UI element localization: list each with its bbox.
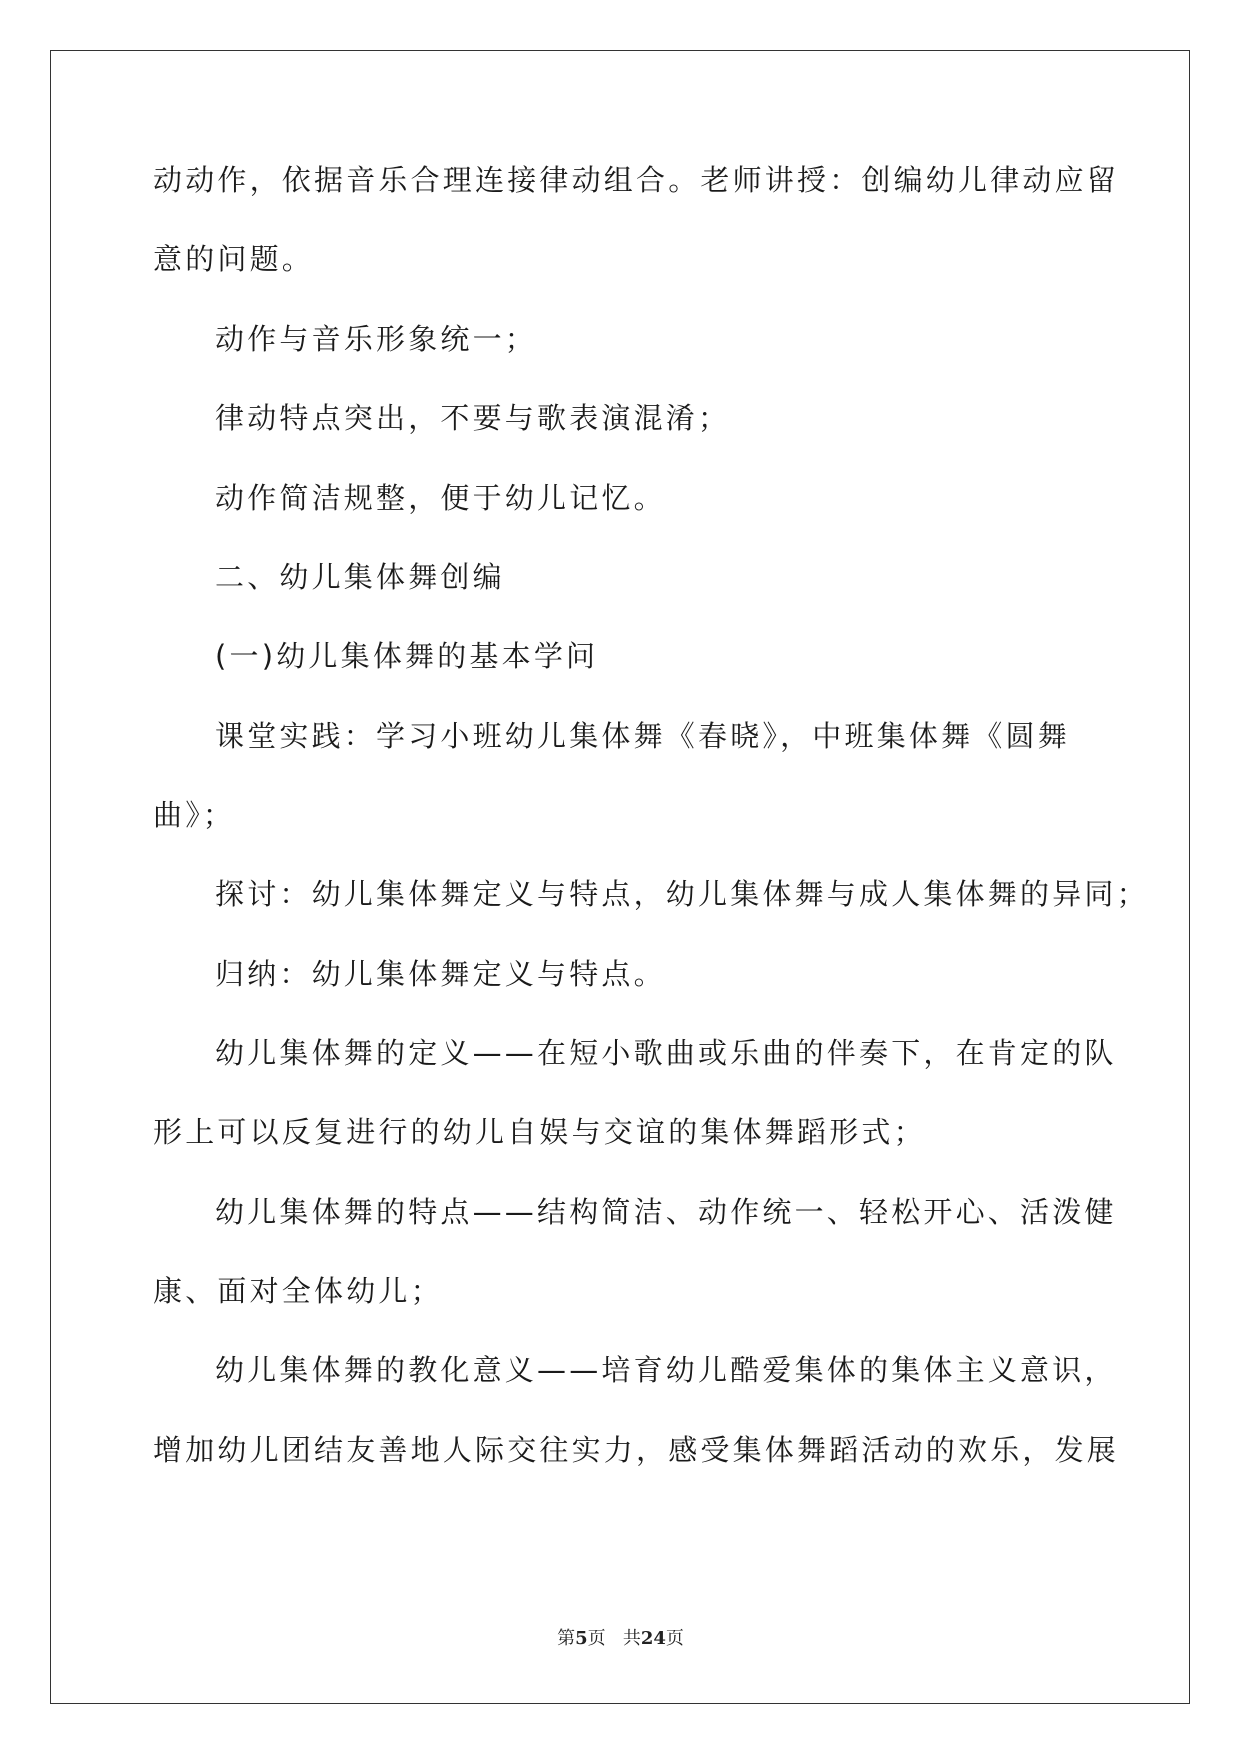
text-line: 曲》； xyxy=(153,798,236,832)
text-line: 幼儿集体舞的特点——结构简洁、动作统一、轻松开心、活泼健 xyxy=(215,1195,1117,1229)
footer-page-prefix: 第 xyxy=(557,1628,576,1649)
text-line: 动作简洁规整，便于幼儿记忆。 xyxy=(215,481,666,515)
text-line: 意的问题。 xyxy=(153,242,315,276)
footer-total-prefix: 共 xyxy=(622,1628,641,1649)
text-line: 律动特点突出，不要与歌表演混淆； xyxy=(215,401,731,435)
text-line: 动动作，依据音乐合理连接律动组合。老师讲授：创编幼儿律动应留 xyxy=(153,163,1120,197)
page-footer xyxy=(0,1624,1241,1650)
text-line: 课堂实践：学习小班幼儿集体舞《春晓》，中班集体舞《圆舞 xyxy=(215,719,1070,753)
text-line: 增加幼儿团结友善地人际交往实力，感受集体舞蹈活动的欢乐，发展 xyxy=(153,1433,1120,1467)
footer-page-suffix: 页 xyxy=(587,1628,606,1649)
text-line: 归纳：幼儿集体舞定义与特点。 xyxy=(215,957,666,991)
text-line: 探讨：幼儿集体舞定义与特点，幼儿集体舞与成人集体舞的异同； xyxy=(215,877,1149,911)
total-page-number: 24 xyxy=(640,1628,666,1649)
text-line: 康、面对全体幼儿； xyxy=(153,1274,443,1308)
text-line: 动作与音乐形象统一； xyxy=(215,322,538,356)
footer-total-suffix: 页 xyxy=(665,1628,684,1649)
text-line: 幼儿集体舞的定义——在短小歌曲或乐曲的伴奏下，在肯定的队 xyxy=(215,1036,1117,1070)
current-page-number: 5 xyxy=(575,1628,588,1649)
section-heading: 二、幼儿集体舞创编 xyxy=(215,560,505,594)
text-line: 形上可以反复进行的幼儿自娱与交谊的集体舞蹈形式； xyxy=(153,1115,926,1149)
subsection-heading: (一)幼儿集体舞的基本学问 xyxy=(215,639,599,673)
text-line: 幼儿集体舞的教化意义——培育幼儿酷爱集体的集体主义意识， xyxy=(215,1353,1117,1387)
